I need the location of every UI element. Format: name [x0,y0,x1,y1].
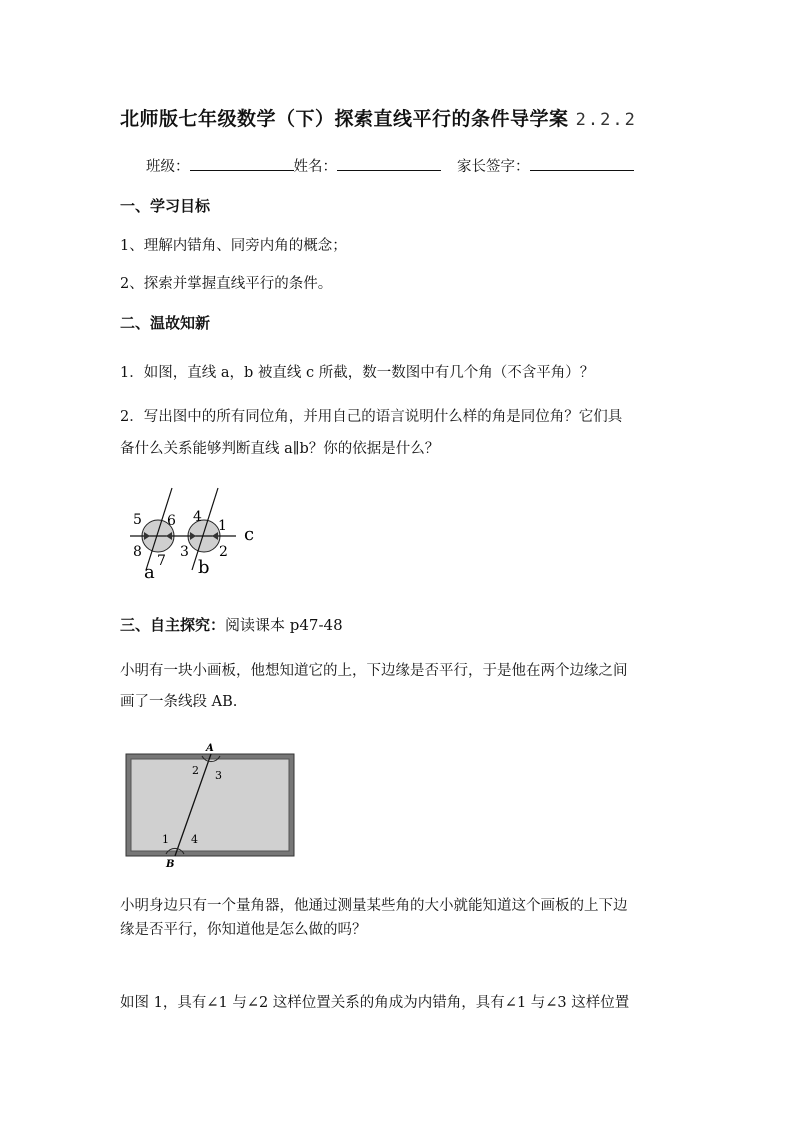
title-main: 北师版七年级数学（下）探索直线平行的条件导学案 [120,108,569,130]
section-heading-review: 二、温故知新 [120,314,211,332]
angle-label-1: 1 [218,518,227,534]
point-label-b: B [166,859,175,870]
form-line [146,155,634,176]
line-label-a: a [144,562,155,582]
name-label: 姓名： [293,159,337,175]
review-question-1: 1．如图，直线 a，b 被直线 c 所截，数一数图中有几个角（不含平角）？ [120,365,595,381]
angle-label-3: 3 [180,544,189,560]
line-label-b: b [198,557,210,578]
point-label-a: A [206,743,214,754]
angle-label-3: 3 [215,769,222,782]
angle-label-7: 7 [157,553,166,569]
section-heading-goals: 一、学习目标 [120,197,211,215]
angle-label-5: 5 [133,512,142,528]
review-question-2-line-2: 备什么关系能够判断直线 a∥b？你的依据是什么？ [120,441,440,457]
board-surface [131,759,289,851]
goal-item-1: 1、理解内错角、同旁内角的概念； [120,238,347,254]
parent-signature-blank[interactable] [530,156,634,171]
angle-label-2: 2 [219,544,228,560]
angle-label-4: 4 [191,833,198,846]
title-version: 2.2.2 [575,110,637,130]
explore-paragraph-1-line-2: 画了一条线段 AB. [120,694,238,710]
explore-paragraph-2-line-2: 缘是否平行，你知道他是怎么做的吗？ [120,922,367,938]
explore-paragraph-1-line-1: 小明有一块小画板，他想知道它的上，下边缘是否平行，于是他在两个边缘之间 [120,663,628,679]
page-title [120,104,680,131]
angle-label-4: 4 [193,509,202,525]
angle-label-1: 1 [162,833,169,846]
angle-label-8: 8 [133,544,142,560]
section-heading-explore [120,614,343,635]
explore-paragraph-2-line-1: 小明身边只有一个量角器，他通过测量某些角的大小就能知道这个画板的上下边 [120,898,628,914]
goal-item-2: 2、探索并掌握直线平行的条件。 [120,276,333,292]
line-label-c: c [244,524,255,545]
class-blank[interactable] [190,156,294,171]
drawing-board-figure [122,742,298,870]
explore-heading: 三、自主探究： [120,616,226,634]
parent-signature-label: 家长签字： [457,159,530,175]
review-question-2-line-1: 2．写出图中的所有同位角，并用自己的语言说明什么样的角是同位角？它们具 [120,409,623,425]
explore-paragraph-3-line-1: 如图 1，具有∠1 与∠2 这样位置关系的角成为内错角，具有∠1 与∠3 这样位置 [120,995,630,1011]
transversal-figure [128,482,268,582]
angle-label-6: 6 [167,513,176,529]
name-blank[interactable] [337,156,441,171]
angle-label-2: 2 [192,764,199,777]
class-label: 班级： [146,159,190,175]
explore-note: 阅读课本 p47-48 [225,616,343,634]
